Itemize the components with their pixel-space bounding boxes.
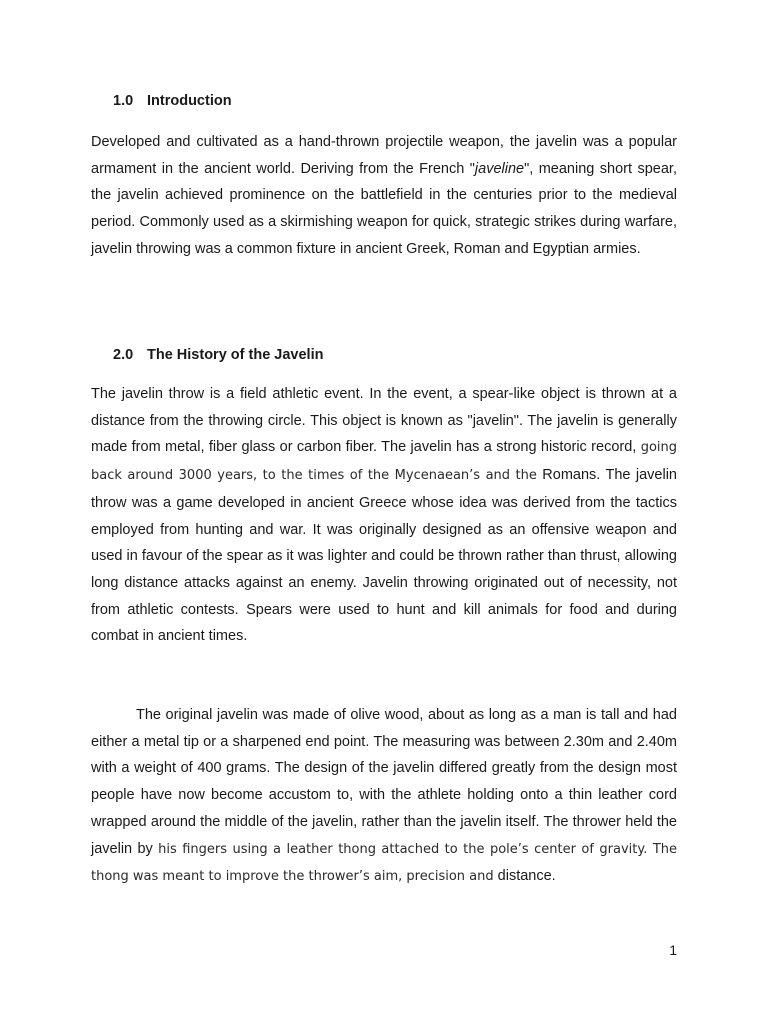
section-number: 1.0 xyxy=(113,93,134,109)
paragraph-text-alt-font: his fingers using a leather thong attached to the pole’s center of gravity. The thong was meant to improve the thrower’s aim, precision and xyxy=(91,841,677,885)
paragraph-text: Romans. The javelin throw was a game developed in ancient Greece whose idea was derived from the tactics employed from hunting and war. It was originally designed as an offensive weapon and used in favour of the spear as it was lighter and could be thrown rather than thrust, allowing long distance attacks against an enemy. Javelin throwing originated out of necessity, not from athletic contests. Spears were used to hunt and kill animals for food and during combat in ancient times. xyxy=(91,467,677,645)
paragraph-text: Developed and cultivated as a hand-thrown projectile weapon, the javelin was a popular armament in the ancient world. Deriving from the French " xyxy=(91,134,677,177)
paragraph-text: distance. xyxy=(493,868,556,885)
paragraph-text: The javelin throw is a field athletic event. In the event, a spear-like object is thrown at a distance from the throwing circle. This object is known as "javelin". The javelin is generally made from metal, fiber glass or carbon fiber. The javelin has a strong historic record, xyxy=(91,386,677,456)
paragraph-text: ", meaning short spear, the javelin achieved prominence on the battlefield in the centuries prior to the medieval period. Commonly used as a skirmishing weapon for quick, strategic strikes during warfare, javelin throwing was a common fixture in ancient Greek, Roman and Egyptian armies. xyxy=(91,160,677,257)
section-heading-history xyxy=(113,345,323,365)
section-title: The History of the Javelin xyxy=(147,347,324,363)
section-number: 2.0 xyxy=(113,347,134,363)
page-number: 1 xyxy=(669,942,677,958)
history-paragraph-1 xyxy=(91,381,677,650)
italic-term: javeline xyxy=(474,160,525,177)
section-heading-introduction xyxy=(113,91,232,111)
paragraph-text-alt-font: going back around 3000 years, to the times of the Mycenaean’s and the xyxy=(91,440,677,484)
history-paragraph-2 xyxy=(91,702,677,891)
section-title: Introduction xyxy=(147,93,232,109)
paragraph-text: The original javelin was made of olive wood, about as long as a man is tall and had either a metal tip or a sharpened end point. The measuring was between 2.30m and 2.40m with a weight of 400 grams. The design of the javelin differed greatly from the design most people have now become accustom to, with the athlete holding onto a thin leather cord wrapped around the middle of the javelin, rather than the javelin itself. The thrower held the javelin by xyxy=(91,707,677,857)
introduction-paragraph xyxy=(91,129,677,263)
